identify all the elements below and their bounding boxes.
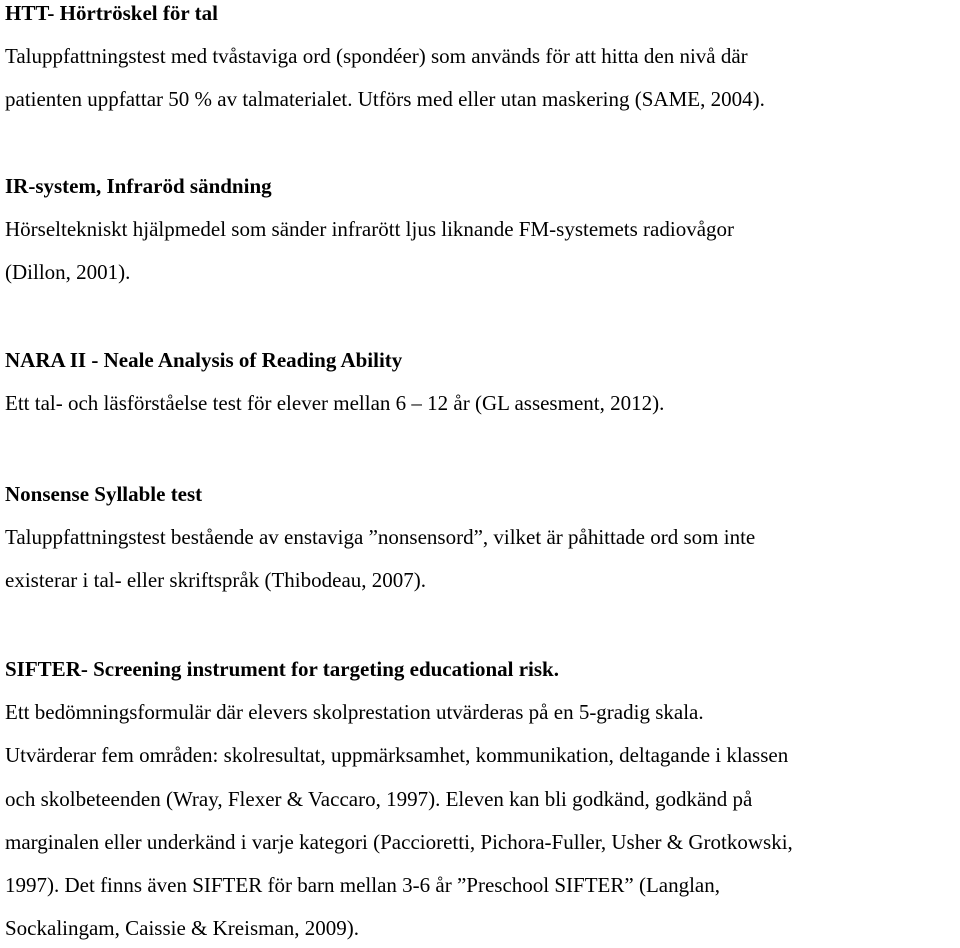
- entry-heading: HTT- Hörtröskel för tal: [5, 1, 218, 25]
- entry-heading: SIFTER- Screening instrument for targeting educational risk.: [5, 657, 559, 681]
- entry-heading: Nonsense Syllable test: [5, 482, 203, 506]
- entry-text-line: existerar i tal- eller skriftspråk (Thibodeau, 2007).: [5, 568, 427, 592]
- entry-text-line: Ett bedömningsformulär där elevers skolprestation utvärderas på en 5-gradig skala.: [5, 700, 704, 724]
- entry-text-line: Taluppfattningstest bestående av enstaviga ”nonsensord”, vilket är påhittade ord som inte: [5, 525, 756, 549]
- entry-text-line: Taluppfattningstest med tvåstaviga ord (spondéer) som används för att hitta den nivå där: [5, 44, 748, 68]
- entry-text-line: och skolbeteenden (Wray, Flexer & Vaccaro, 1997). Eleven kan bli godkänd, godkänd på: [5, 787, 753, 811]
- entry-heading: NARA II - Neale Analysis of Reading Ability: [5, 348, 403, 372]
- entry-text-line: Hörseltekniskt hjälpmedel som sänder infrarött ljus liknande FM-systemets radiovågor: [5, 217, 735, 241]
- entry-text-line: (Dillon, 2001).: [5, 260, 131, 284]
- entry-heading: IR-system, Infraröd sändning: [5, 174, 272, 198]
- entry-text-line: marginalen eller underkänd i varje kategori (Paccioretti, Pichora-Fuller, Usher & Grotkowski,: [5, 830, 793, 854]
- entry-text-line: 1997). Det finns även SIFTER för barn mellan 3-6 år ”Preschool SIFTER” (Langlan,: [5, 873, 720, 897]
- entry-text-line: Utvärderar fem områden: skolresultat, uppmärksamhet, kommunikation, deltagande i klassen: [5, 743, 789, 767]
- entry-text-line: Sockalingam, Caissie & Kreisman, 2009).: [5, 916, 360, 940]
- entry-text-line: Ett tal- och läsförståelse test för elever mellan 6 – 12 år (GL assesment, 2012).: [5, 391, 665, 415]
- entry-text-line: patienten uppfattar 50 % av talmaterialet. Utförs med eller utan maskering (SAME, 2004).: [5, 87, 765, 111]
